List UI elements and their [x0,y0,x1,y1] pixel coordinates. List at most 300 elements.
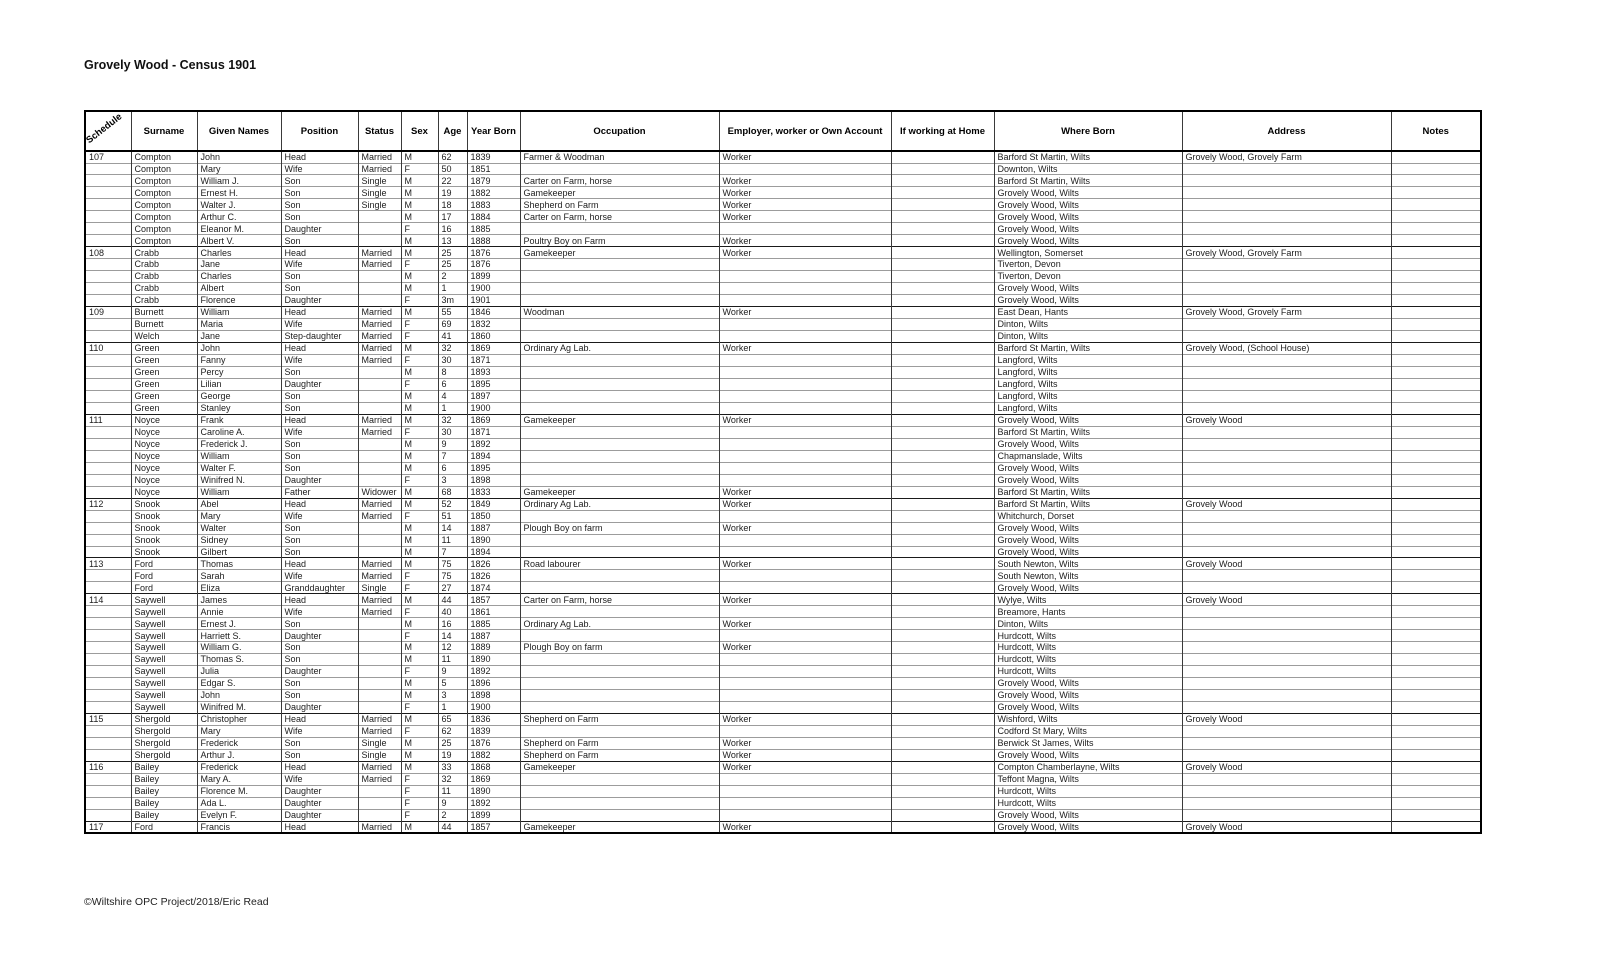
cell-occupation [520,510,719,522]
cell-year-born: 1846 [467,307,520,319]
cell-sex: M [401,594,438,606]
cell-address [1182,426,1391,438]
cell-if-working-at-home [891,690,994,702]
cell-address [1182,366,1391,378]
cell-where-born: Tiverton, Devon [994,259,1182,271]
cell-sex: M [401,534,438,546]
cell-surname: Welch [131,331,197,343]
cell-year-born: 1892 [467,438,520,450]
cell-given-names: Fanny [197,355,281,367]
cell-occupation: Shepherd on Farm [520,199,719,211]
table-row [85,438,1481,450]
cell-age: 32 [438,773,467,785]
cell-notes [1391,690,1481,702]
cell-notes [1391,582,1481,594]
cell-where-born: Wellington, Somerset [994,247,1182,259]
table-row [85,546,1481,558]
cell-occupation [520,534,719,546]
cell-address [1182,163,1391,175]
cell-where-born: Grovely Wood, Wilts [994,749,1182,761]
cell-employer: Worker [719,211,891,223]
cell-given-names: Edgar S. [197,678,281,690]
cell-sex: M [401,498,438,510]
cell-given-names: Winifred M. [197,702,281,714]
cell-employer: Worker [719,486,891,498]
table-row [85,402,1481,414]
cell-sex: F [401,223,438,235]
cell-where-born: Barford St Martin, Wilts [994,343,1182,355]
cell-notes [1391,331,1481,343]
cell-status: Single [358,582,401,594]
cell-surname: Bailey [131,761,197,773]
cell-status [358,797,401,809]
cell-schedule [85,642,131,654]
cell-schedule [85,187,131,199]
cell-sex: M [401,654,438,666]
cell-employer [719,402,891,414]
cell-status: Married [358,773,401,785]
cell-age: 17 [438,211,467,223]
cell-year-born: 1876 [467,247,520,259]
cell-given-names: William [197,450,281,462]
cell-schedule [85,522,131,534]
cell-address: Grovely Wood, Grovely Farm [1182,247,1391,259]
cell-address [1182,438,1391,450]
cell-schedule [85,175,131,187]
cell-sex: M [401,247,438,259]
cell-year-born: 1885 [467,223,520,235]
cell-address: Grovely Wood [1182,594,1391,606]
cell-address [1182,271,1391,283]
cell-given-names: Mary [197,510,281,522]
cell-notes [1391,355,1481,367]
cell-year-born: 1887 [467,522,520,534]
cell-given-names: Francis [197,821,281,833]
cell-surname: Burnett [131,319,197,331]
cell-schedule: 108 [85,247,131,259]
cell-address: Grovely Wood, Grovely Farm [1182,151,1391,163]
cell-given-names: Frank [197,414,281,426]
cell-if-working-at-home [891,642,994,654]
cell-address [1182,510,1391,522]
cell-given-names: John [197,151,281,163]
cell-given-names: Eleanor M. [197,223,281,235]
cell-schedule [85,773,131,785]
cell-if-working-at-home [891,211,994,223]
cell-year-born: 1888 [467,235,520,247]
table-row [85,343,1481,355]
cell-sex: M [401,690,438,702]
cell-schedule [85,510,131,522]
cell-where-born: Hurdcott, Wilts [994,642,1182,654]
cell-address [1182,235,1391,247]
cell-year-born: 1897 [467,390,520,402]
cell-address [1182,259,1391,271]
cell-employer: Worker [719,558,891,570]
column-header-notes: Notes [1391,111,1481,151]
cell-status [358,678,401,690]
cell-status [358,378,401,390]
table-row [85,462,1481,474]
cell-where-born: Hurdcott, Wilts [994,630,1182,642]
cell-year-born: 1889 [467,642,520,654]
cell-address [1182,809,1391,821]
cell-where-born: Grovely Wood, Wilts [994,534,1182,546]
cell-employer [719,355,891,367]
cell-schedule [85,390,131,402]
cell-age: 3m [438,295,467,307]
cell-status [358,630,401,642]
cell-if-working-at-home [891,582,994,594]
column-header-position: Position [281,111,358,151]
table-row [85,738,1481,750]
table-row [85,223,1481,235]
cell-notes [1391,654,1481,666]
cell-surname: Saywell [131,654,197,666]
cell-given-names: Percy [197,366,281,378]
cell-schedule [85,426,131,438]
cell-sex: M [401,761,438,773]
table-row [85,773,1481,785]
cell-notes [1391,534,1481,546]
cell-status: Married [358,343,401,355]
table-row [85,606,1481,618]
cell-if-working-at-home [891,295,994,307]
cell-address [1182,773,1391,785]
cell-address [1182,355,1391,367]
cell-given-names: Charles [197,271,281,283]
cell-sex: M [401,390,438,402]
cell-sex: M [401,307,438,319]
cell-address [1182,331,1391,343]
cell-age: 1 [438,283,467,295]
cell-if-working-at-home [891,761,994,773]
cell-position: Son [281,271,358,283]
cell-where-born: Grovely Wood, Wilts [994,546,1182,558]
cell-age: 2 [438,271,467,283]
cell-status: Married [358,726,401,738]
cell-position: Wife [281,426,358,438]
cell-employer: Worker [719,199,891,211]
cell-schedule [85,546,131,558]
cell-year-born: 1857 [467,594,520,606]
cell-address [1182,211,1391,223]
cell-surname: Compton [131,151,197,163]
cell-employer [719,450,891,462]
census-table-body [85,151,1481,833]
cell-address [1182,738,1391,750]
cell-year-born: 1849 [467,498,520,510]
cell-status: Married [358,510,401,522]
table-row [85,450,1481,462]
cell-occupation: Ordinary Ag Lab. [520,498,719,510]
cell-if-working-at-home [891,247,994,259]
cell-employer [719,678,891,690]
cell-address [1182,582,1391,594]
cell-age: 6 [438,462,467,474]
cell-occupation [520,163,719,175]
table-row [85,761,1481,773]
cell-age: 41 [438,331,467,343]
cell-age: 12 [438,642,467,654]
cell-age: 9 [438,438,467,450]
cell-position: Daughter [281,666,358,678]
cell-if-working-at-home [891,223,994,235]
cell-sex: M [401,438,438,450]
cell-where-born: Barford St Martin, Wilts [994,486,1182,498]
cell-notes [1391,438,1481,450]
cell-employer [719,390,891,402]
cell-employer [719,666,891,678]
table-row [85,785,1481,797]
cell-notes [1391,594,1481,606]
cell-employer [719,702,891,714]
cell-notes [1391,426,1481,438]
column-header-given-names: Given Names [197,111,281,151]
cell-surname: Snook [131,546,197,558]
cell-year-born: 1892 [467,666,520,678]
cell-given-names: William [197,307,281,319]
cell-sex: F [401,510,438,522]
cell-employer [719,474,891,486]
cell-occupation: Ordinary Ag Lab. [520,618,719,630]
cell-schedule: 117 [85,821,131,833]
cell-status: Married [358,426,401,438]
cell-surname: Crabb [131,247,197,259]
cell-position: Daughter [281,223,358,235]
cell-employer: Worker [719,247,891,259]
cell-occupation [520,546,719,558]
cell-status [358,390,401,402]
cell-sex: F [401,259,438,271]
cell-occupation [520,809,719,821]
cell-occupation [520,259,719,271]
cell-age: 8 [438,366,467,378]
cell-occupation [520,319,719,331]
cell-schedule [85,450,131,462]
cell-status [358,402,401,414]
cell-employer: Worker [719,738,891,750]
cell-employer: Worker [719,498,891,510]
cell-status [358,271,401,283]
cell-given-names: Annie [197,606,281,618]
cell-address [1182,187,1391,199]
cell-where-born: Hurdcott, Wilts [994,797,1182,809]
cell-address [1182,199,1391,211]
cell-address [1182,654,1391,666]
cell-occupation [520,474,719,486]
cell-surname: Green [131,343,197,355]
cell-position: Wife [281,319,358,331]
cell-notes [1391,558,1481,570]
cell-occupation [520,438,719,450]
cell-where-born: Wishford, Wilts [994,714,1182,726]
cell-position: Daughter [281,474,358,486]
cell-schedule [85,474,131,486]
cell-employer [719,295,891,307]
cell-if-working-at-home [891,474,994,486]
cell-schedule: 115 [85,714,131,726]
cell-position: Son [281,654,358,666]
cell-year-born: 1871 [467,355,520,367]
cell-surname: Saywell [131,606,197,618]
cell-where-born: Grovely Wood, Wilts [994,235,1182,247]
cell-position: Head [281,414,358,426]
cell-status [358,211,401,223]
cell-age: 40 [438,606,467,618]
cell-if-working-at-home [891,558,994,570]
cell-schedule: 113 [85,558,131,570]
cell-address [1182,630,1391,642]
cell-occupation: Shepherd on Farm [520,749,719,761]
cell-year-born: 1887 [467,630,520,642]
cell-year-born: 1832 [467,319,520,331]
cell-sex: M [401,642,438,654]
cell-age: 55 [438,307,467,319]
cell-status: Married [358,151,401,163]
cell-address [1182,474,1391,486]
cell-notes [1391,295,1481,307]
cell-status: Married [358,606,401,618]
cell-given-names: Evelyn F. [197,809,281,821]
cell-sex: M [401,235,438,247]
cell-age: 51 [438,510,467,522]
cell-schedule: 107 [85,151,131,163]
cell-position: Head [281,761,358,773]
cell-surname: Compton [131,235,197,247]
table-row [85,797,1481,809]
cell-age: 44 [438,594,467,606]
cell-year-born: 1869 [467,343,520,355]
cell-age: 2 [438,809,467,821]
cell-year-born: 1898 [467,690,520,702]
cell-age: 52 [438,498,467,510]
cell-given-names: Florence [197,295,281,307]
cell-notes [1391,630,1481,642]
cell-sex: M [401,462,438,474]
cell-schedule: 112 [85,498,131,510]
cell-notes [1391,271,1481,283]
cell-employer: Worker [719,714,891,726]
cell-occupation: Carter on Farm, horse [520,175,719,187]
cell-employer [719,378,891,390]
cell-notes [1391,366,1481,378]
cell-notes [1391,570,1481,582]
cell-employer: Worker [719,618,891,630]
cell-given-names: Ernest H. [197,187,281,199]
cell-notes [1391,702,1481,714]
cell-status: Married [358,247,401,259]
cell-age: 4 [438,390,467,402]
cell-status [358,450,401,462]
cell-occupation [520,402,719,414]
cell-sex: M [401,343,438,355]
cell-notes [1391,414,1481,426]
cell-schedule: 116 [85,761,131,773]
cell-age: 75 [438,558,467,570]
cell-sex: F [401,474,438,486]
cell-age: 30 [438,355,467,367]
table-row [85,390,1481,402]
cell-schedule [85,618,131,630]
cell-given-names: William [197,486,281,498]
cell-surname: Ford [131,570,197,582]
cell-position: Step-daughter [281,331,358,343]
table-row [85,187,1481,199]
cell-occupation: Poultry Boy on Farm [520,235,719,247]
cell-employer [719,510,891,522]
cell-status: Married [358,498,401,510]
cell-notes [1391,283,1481,295]
cell-address: Grovely Wood [1182,498,1391,510]
cell-surname: Noyce [131,450,197,462]
cell-sex: F [401,331,438,343]
cell-year-born: 1826 [467,570,520,582]
cell-sex: M [401,151,438,163]
table-row [85,199,1481,211]
cell-age: 68 [438,486,467,498]
cell-year-born: 1895 [467,378,520,390]
cell-year-born: 1851 [467,163,520,175]
cell-sex: M [401,618,438,630]
cell-notes [1391,797,1481,809]
cell-where-born: Dinton, Wilts [994,331,1182,343]
cell-occupation: Carter on Farm, horse [520,594,719,606]
cell-position: Son [281,618,358,630]
cell-status: Single [358,175,401,187]
cell-age: 44 [438,821,467,833]
cell-status [358,223,401,235]
column-header-age: Age [438,111,467,151]
cell-age: 33 [438,761,467,773]
cell-where-born: Grovely Wood, Wilts [994,223,1182,235]
cell-sex: F [401,319,438,331]
cell-year-born: 1893 [467,366,520,378]
cell-schedule [85,163,131,175]
cell-address: Grovely Wood, Grovely Farm [1182,307,1391,319]
cell-given-names: Jane [197,259,281,271]
cell-employer: Worker [719,187,891,199]
cell-notes [1391,546,1481,558]
cell-age: 7 [438,546,467,558]
cell-where-born: Teffont Magna, Wilts [994,773,1182,785]
cell-notes [1391,666,1481,678]
cell-address [1182,462,1391,474]
cell-address [1182,546,1391,558]
cell-year-born: 1839 [467,151,520,163]
cell-schedule [85,534,131,546]
cell-schedule [85,199,131,211]
cell-if-working-at-home [891,630,994,642]
cell-surname: Compton [131,175,197,187]
cell-where-born: Hurdcott, Wilts [994,785,1182,797]
cell-address [1182,295,1391,307]
cell-schedule [85,235,131,247]
cell-schedule: 111 [85,414,131,426]
cell-year-born: 1882 [467,187,520,199]
cell-surname: Compton [131,187,197,199]
table-row [85,319,1481,331]
cell-if-working-at-home [891,199,994,211]
cell-address [1182,390,1391,402]
cell-if-working-at-home [891,570,994,582]
cell-sex: M [401,546,438,558]
cell-sex: M [401,522,438,534]
table-row [85,175,1481,187]
table-row [85,271,1481,283]
table-row [85,283,1481,295]
cell-position: Son [281,462,358,474]
